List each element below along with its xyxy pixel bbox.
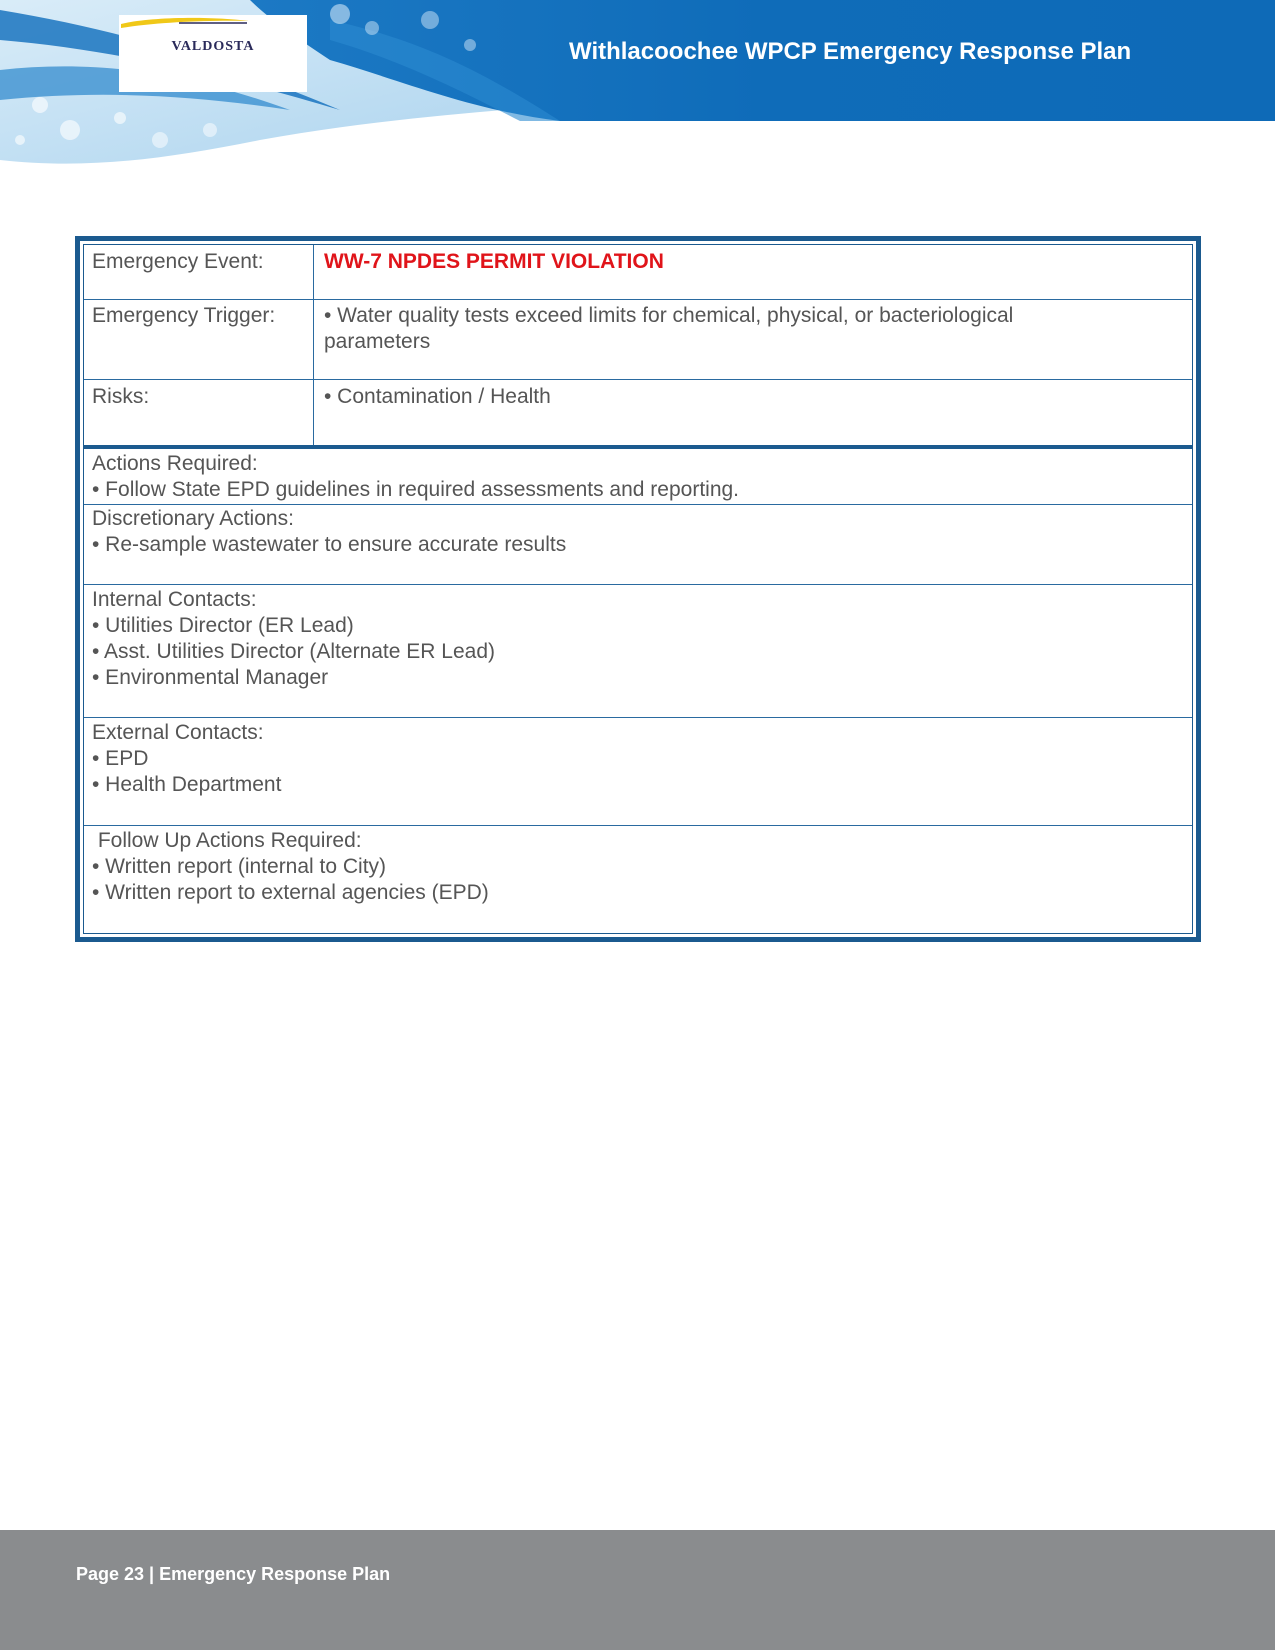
footer-page-label: Page 23 | Emergency Response Plan xyxy=(76,1564,391,1584)
logo-wordmark: VALDOSTA xyxy=(171,39,255,54)
follow-up-heading: Follow Up Actions Required: xyxy=(92,829,362,852)
actions-required-heading: Actions Required: xyxy=(92,452,258,475)
list-item: • Health Department xyxy=(92,773,282,796)
row-divider xyxy=(84,584,1192,585)
row-divider xyxy=(84,299,1192,300)
row-divider xyxy=(84,504,1192,505)
trigger-label: Emergency Trigger: xyxy=(92,304,276,327)
risks-label: Risks: xyxy=(92,385,150,408)
logo-swoosh-icon xyxy=(119,15,251,29)
list-item: • Asst. Utilities Director (Alternate ER Lead) xyxy=(92,640,495,663)
event-value: WW-7 NPDES PERMIT VIOLATION xyxy=(324,250,664,273)
internal-contacts-heading: Internal Contacts: xyxy=(92,588,257,611)
row-divider xyxy=(84,825,1192,826)
list-item: • Written report to external agencies (EPD) xyxy=(92,881,489,904)
plan-table-inner xyxy=(83,244,1193,934)
risks-value: • Contamination / Health xyxy=(324,385,551,408)
external-contacts-heading: External Contacts: xyxy=(92,721,264,744)
page-footer xyxy=(0,1530,1275,1650)
emergency-plan-table xyxy=(75,236,1201,942)
list-item: • Utilities Director (ER Lead) xyxy=(92,614,354,637)
list-item: • Written report (internal to City) xyxy=(92,855,387,878)
header-banner xyxy=(0,0,1275,170)
section-divider xyxy=(84,445,1192,449)
list-item: • EPD xyxy=(92,747,149,770)
row-divider xyxy=(84,717,1192,718)
event-label: Emergency Event: xyxy=(92,250,264,273)
trigger-line: parameters xyxy=(324,330,431,353)
list-item: • Re-sample wastewater to ensure accurate results xyxy=(92,533,567,556)
list-item: • Environmental Manager xyxy=(92,666,329,689)
trigger-line: • Water quality tests exceed limits for chemical, physical, or bacteriological xyxy=(324,304,1014,327)
discretionary-actions-heading: Discretionary Actions: xyxy=(92,507,294,530)
row-divider xyxy=(84,379,1192,380)
column-divider xyxy=(313,245,314,445)
document-title: Withlacoochee WPCP Emergency Response Plan xyxy=(569,38,1132,65)
list-item: • Follow State EPD guidelines in required assessments and reporting. xyxy=(92,478,740,501)
valdosta-logo xyxy=(119,15,307,92)
